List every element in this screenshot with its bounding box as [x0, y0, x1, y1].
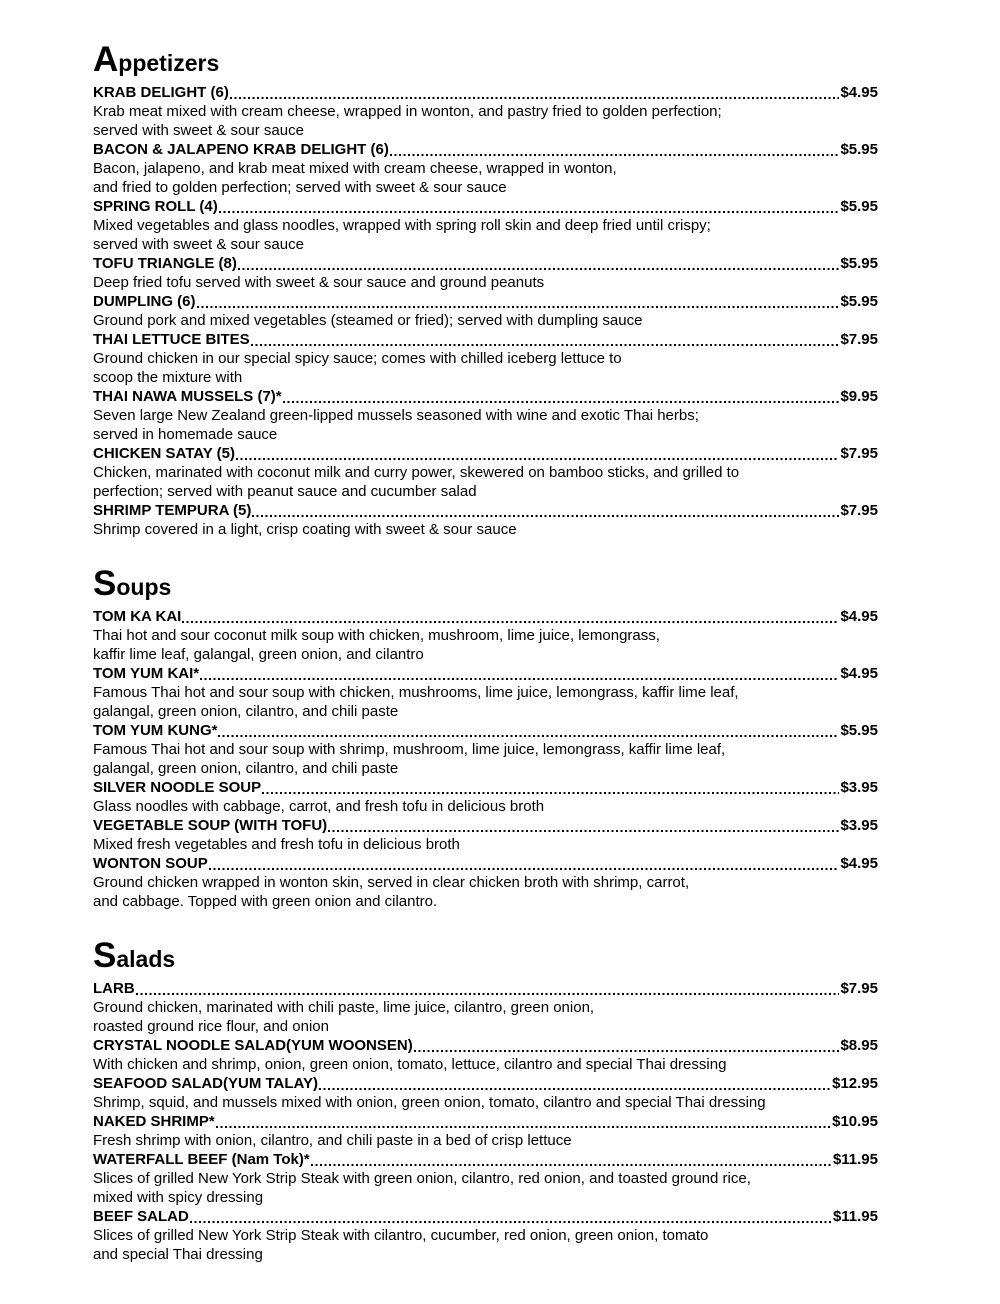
dotted-leader [230, 97, 840, 99]
item-price: $11.95 [832, 1151, 878, 1168]
menu-section [93, 564, 878, 911]
menu-item [93, 721, 878, 778]
item-name: THAI NAWA MUSSELS (7)* [93, 388, 282, 405]
item-name: THAI LETTUCE BITES [93, 331, 250, 348]
item-description-line: and cabbage. Topped with green onion and cilantro. [93, 893, 438, 910]
item-name: WONTON SOUP [93, 855, 208, 872]
item-name: BEEF SALAD [93, 1208, 189, 1225]
item-title-row [93, 197, 878, 216]
item-description-line: mixed with spicy dressing [93, 1189, 264, 1206]
item-name: SHRIMP TEMPURA (5) [93, 502, 252, 519]
item-price: $4.95 [840, 665, 878, 682]
item-title-row [93, 778, 878, 797]
item-name: CRYSTAL NOODLE SALAD(YUM WOONSEN) [93, 1037, 413, 1054]
dotted-leader [238, 268, 840, 270]
menu-item [93, 292, 878, 330]
item-description-line: kaffir lime leaf, galangal, green onion, and cilantro [93, 646, 424, 663]
item-price: $7.95 [840, 445, 878, 462]
item-description [93, 349, 878, 387]
dotted-leader [200, 678, 839, 680]
item-description [93, 406, 878, 444]
menu-item [93, 816, 878, 854]
item-price: $7.95 [840, 980, 878, 997]
item-description-line: Famous Thai hot and sour soup with chicken, mushrooms, lime juice, lemongrass, kaffir lime leaf, [93, 684, 739, 701]
item-price: $5.95 [840, 293, 878, 310]
item-title-row [93, 501, 878, 520]
section-title: Soups [93, 564, 172, 603]
item-description-line: roasted ground rice flour, and onion [93, 1018, 329, 1035]
item-title-row [93, 607, 878, 626]
menu-item [93, 1150, 878, 1207]
item-description [93, 273, 878, 292]
item-description [93, 216, 878, 254]
menu-sections [93, 40, 878, 1264]
item-description-line: galangal, green onion, cilantro, and chili paste [93, 760, 399, 777]
item-price: $12.95 [832, 1075, 878, 1092]
menu-item [93, 1207, 878, 1264]
item-description-line: perfection; served with peanut sauce and cucumber salad [93, 483, 477, 500]
item-name: SILVER NOODLE SOUP [93, 779, 262, 796]
item-description-line: Slices of grilled New York Strip Steak with green onion, cilantro, red onion, and toasted ground rice, [93, 1170, 751, 1187]
item-price: $5.95 [840, 198, 878, 215]
dotted-leader [197, 306, 840, 308]
item-description-line: Glass noodles with cabbage, carrot, and fresh tofu in delicious broth [93, 798, 545, 815]
item-description-line: Slices of grilled New York Strip Steak with cilantro, cucumber, red onion, green onion, tomato [93, 1227, 709, 1244]
item-name: SPRING ROLL (4) [93, 198, 218, 215]
item-description-line: galangal, green onion, cilantro, and chili paste [93, 703, 399, 720]
section-items [93, 607, 878, 911]
item-title-row [93, 1112, 878, 1131]
section-title: Appetizers [93, 40, 220, 79]
item-description-line: Ground chicken in our special spicy sauce; comes with chilled iceberg lettuce to [93, 350, 622, 367]
menu-item [93, 778, 878, 816]
dotted-leader [283, 401, 840, 403]
item-description-line: Deep fried tofu served with sweet & sour sauce and ground peanuts [93, 274, 545, 291]
item-description [93, 520, 878, 539]
dotted-leader [390, 154, 840, 156]
item-name: NAKED SHRIMP* [93, 1113, 215, 1130]
dotted-leader [182, 621, 839, 623]
item-title-row [93, 664, 878, 683]
dotted-leader [414, 1050, 840, 1052]
item-description-line: Krab meat mixed with cream cheese, wrapped in wonton, and pastry fried to golden perfection; [93, 103, 722, 120]
item-description-line: Famous Thai hot and sour soup with shrimp, mushroom, lime juice, lemongrass, kaffir lime leaf, [93, 741, 726, 758]
section-items [93, 83, 878, 539]
menu-item [93, 607, 878, 664]
menu-item [93, 501, 878, 539]
item-description-line: served with sweet & sour sauce [93, 122, 304, 139]
menu-item [93, 1036, 878, 1074]
dotted-leader [328, 830, 839, 832]
dotted-leader [218, 735, 839, 737]
item-description-line: Mixed fresh vegetables and fresh tofu in delicious broth [93, 836, 460, 853]
menu-item [93, 254, 878, 292]
item-price: $5.95 [840, 141, 878, 158]
section-items [93, 979, 878, 1264]
item-name: KRAB DELIGHT (6) [93, 84, 229, 101]
item-price: $4.95 [840, 608, 878, 625]
item-description [93, 1169, 878, 1207]
section-title: Salads [93, 936, 176, 975]
item-description-line: Seven large New Zealand green-lipped mussels seasoned with wine and exotic Thai herbs; [93, 407, 699, 424]
menu-item [93, 1112, 878, 1150]
dotted-leader [209, 868, 840, 870]
dotted-leader [319, 1088, 831, 1090]
item-title-row [93, 330, 878, 349]
item-description-line: Mixed vegetables and glass noodles, wrapped with spring roll skin and deep fried until crispy; [93, 217, 711, 234]
item-description-line: Chicken, marinated with coconut milk and curry power, skewered on bamboo sticks, and grilled to [93, 464, 740, 481]
item-price: $8.95 [840, 1037, 878, 1054]
item-price: $4.95 [840, 855, 878, 872]
item-title-row [93, 816, 878, 835]
item-description [93, 159, 878, 197]
dotted-leader [251, 344, 840, 346]
item-price: $5.95 [840, 722, 878, 739]
item-description-line: With chicken and shrimp, onion, green onion, tomato, lettuce, cilantro and special Thai dressing [93, 1056, 727, 1073]
menu-item [93, 387, 878, 444]
item-title-row [93, 1150, 878, 1169]
item-description [93, 835, 878, 854]
item-name: WATERFALL BEEF (Nam Tok)* [93, 1151, 310, 1168]
item-title-row [93, 854, 878, 873]
menu-item [93, 83, 878, 140]
dotted-leader [216, 1126, 831, 1128]
item-description-line: and special Thai dressing [93, 1246, 263, 1263]
item-title-row [93, 721, 878, 740]
item-description [93, 102, 878, 140]
item-title-row [93, 979, 878, 998]
item-description-line: served with sweet & sour sauce [93, 236, 304, 253]
item-description [93, 1093, 878, 1112]
item-name: BACON & JALAPENO KRAB DELIGHT (6) [93, 141, 389, 158]
item-description [93, 683, 878, 721]
item-price: $4.95 [840, 84, 878, 101]
item-description-line: Thai hot and sour coconut milk soup with chicken, mushroom, lime juice, lemongrass, [93, 627, 660, 644]
menu-item [93, 854, 878, 911]
item-name: TOM YUM KAI* [93, 665, 200, 682]
item-title-row [93, 83, 878, 102]
item-description-line: Ground chicken wrapped in wonton skin, served in clear chicken broth with shrimp, carrot, [93, 874, 690, 891]
item-description [93, 797, 878, 816]
item-description [93, 1226, 878, 1264]
item-title-row [93, 292, 878, 311]
dotted-leader [236, 458, 839, 460]
item-price: $5.95 [840, 255, 878, 272]
item-description-line: served in homemade sauce [93, 426, 278, 443]
menu-item [93, 979, 878, 1036]
item-price: $7.95 [840, 331, 878, 348]
menu-section [93, 40, 878, 539]
dotted-leader [311, 1164, 832, 1166]
item-name: SEAFOOD SALAD(YUM TALAY) [93, 1075, 318, 1092]
item-description [93, 740, 878, 778]
dotted-leader [136, 993, 840, 995]
menu-section [93, 936, 878, 1264]
item-price: $3.95 [840, 817, 878, 834]
item-price: $10.95 [832, 1113, 878, 1130]
item-description [93, 998, 878, 1036]
menu-item [93, 1074, 878, 1112]
item-name: DUMPLING (6) [93, 293, 196, 310]
item-title-row [93, 1036, 878, 1055]
item-title-row [93, 1207, 878, 1226]
item-title-row [93, 387, 878, 406]
item-name: VEGETABLE SOUP (WITH TOFU) [93, 817, 328, 834]
menu-item [93, 197, 878, 254]
dotted-leader [219, 211, 840, 213]
item-price: $7.95 [840, 502, 878, 519]
item-name: TOM KA KAI [93, 608, 182, 625]
item-description-line: scoop the mixture with [93, 369, 243, 386]
item-title-row [93, 1074, 878, 1093]
item-description [93, 626, 878, 664]
item-description-line: Bacon, jalapeno, and krab meat mixed with cream cheese, wrapped in wonton, [93, 160, 617, 177]
item-description [93, 1131, 878, 1150]
menu-item [93, 444, 878, 501]
menu-item [93, 664, 878, 721]
item-description-line: Shrimp, squid, and mussels mixed with onion, green onion, tomato, cilantro and special Thai dressing [93, 1094, 766, 1111]
item-description-line: and fried to golden perfection; served with sweet & sour sauce [93, 179, 507, 196]
item-title-row [93, 254, 878, 273]
item-description-line: Fresh shrimp with onion, cilantro, and chili paste in a bed of crisp lettuce [93, 1132, 572, 1149]
menu-item [93, 330, 878, 387]
item-price: $3.95 [840, 779, 878, 796]
item-title-row [93, 140, 878, 159]
dotted-leader [190, 1221, 832, 1223]
item-price: $11.95 [832, 1208, 878, 1225]
item-description [93, 873, 878, 911]
item-name: CHICKEN SATAY (5) [93, 445, 235, 462]
item-name: TOM YUM KUNG* [93, 722, 218, 739]
item-name: TOFU TRIANGLE (8) [93, 255, 237, 272]
item-name: LARB [93, 980, 135, 997]
item-description [93, 463, 878, 501]
dotted-leader [262, 792, 839, 794]
item-description-line: Shrimp covered in a light, crisp coating with sweet & sour sauce [93, 521, 517, 538]
item-price: $9.95 [840, 388, 878, 405]
item-description [93, 311, 878, 330]
item-description-line: Ground chicken, marinated with chili paste, lime juice, cilantro, green onion, [93, 999, 595, 1016]
menu-item [93, 140, 878, 197]
item-description [93, 1055, 878, 1074]
item-title-row [93, 444, 878, 463]
dotted-leader [252, 515, 839, 517]
item-description-line: Ground pork and mixed vegetables (steamed or fried); served with dumpling sauce [93, 312, 643, 329]
